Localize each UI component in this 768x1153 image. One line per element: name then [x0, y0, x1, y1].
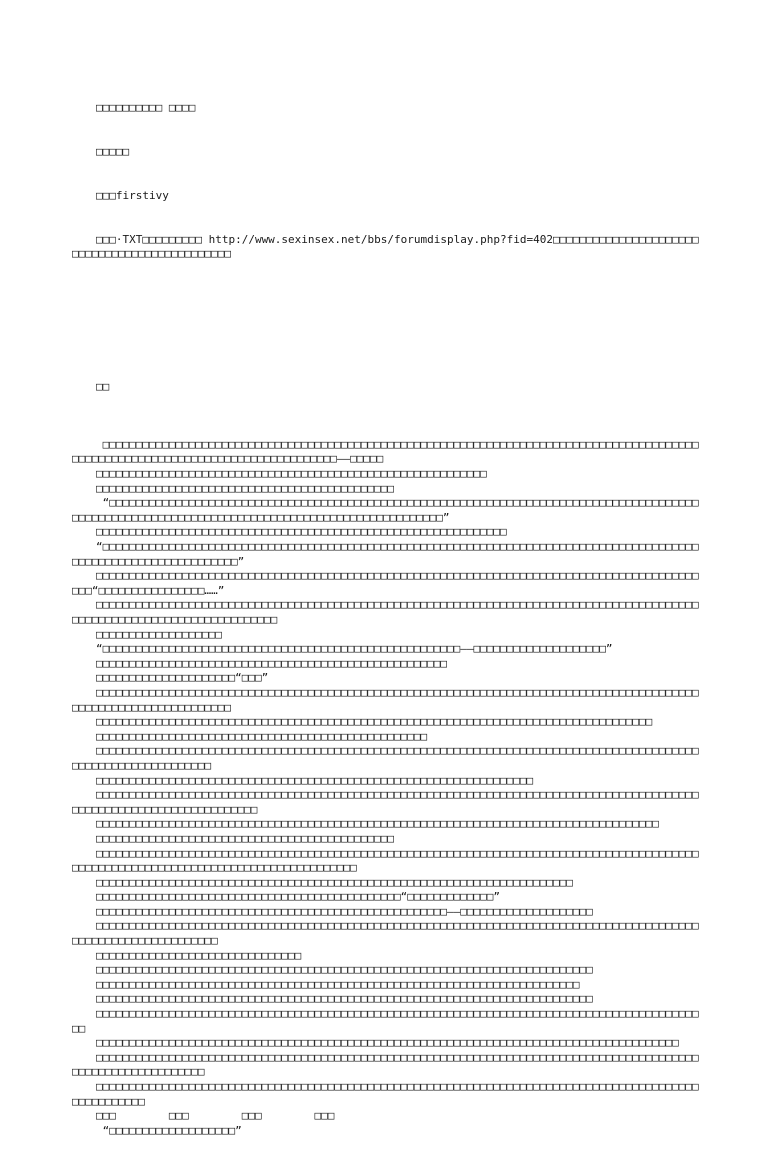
paragraph: □□□□□□□□□□□□□□□□□□□□□□□□□□□□□□□□□□□□□□□□□□□□□ [96, 481, 395, 495]
paragraph: □□□□□□□□□□□□□□□□□□□□□□□□□□□□□□□ [96, 948, 302, 962]
paragraph: □□□□□□□□□□□□□□□□□□□□□□□□□□□□□□□□□□□□□□□□□□□□□□□□□□□□□□□□□□□□□□□□□□□□□□□□□ [96, 977, 580, 991]
paragraph: □□□□□□□□□□□□□□□□□□□□□□□□□□□□□□□□□□□□□□□□□□□□□□□□□□□□□ [96, 656, 447, 670]
paragraph: □□□□□□□□□□□□□□□□□□□□□□□□□□□□□□□□□□□□□□□□□□□□□□□□□□□□□□□□□□□□□□□□□□□□□□□□□□□□□□□□□□□□□□□□□□□□□□□□□□□□□□□□□□□□□□□□□□□ [72, 685, 699, 714]
paragraph: □□□□□□□□□□□□□□□□□□□□□□□□□□□□□□□□□□□□□□□□□□□□□□□□□□□□□□□□□□□□□□□□□□□□□□□□□□□□□□□□□□□□□□□□□□□□□ [72, 1007, 699, 1035]
body-text [72, 438, 700, 1139]
paragraph: □□□□□□□□□□□□□□□□□□□□□□□□□□□□□□□□□□□□□□□□□□□□□□□□□□□□□□□□□□□□□□□□□□□□□□□□□□□□□□□□□□□□□□□□□□□□□□□□□□□□□□□□□□□□□□□□□ [72, 919, 699, 948]
paragraph: □□□□□□□□□□□□□□□□□□□□□□□□□□□□□□□□□□□□□□□□□□□□□□□□□□□□□□□□□□□□□□□□□□□□□□□□□□□□□□□□□□□□□□□□□□□□□□□□□□□□□□□□□□□□□□□□□□□□□□□□□□□□□□□□□□——□□□□□ [72, 437, 699, 466]
paragraph: □□□□□□□□□□□□□□□□□□□□□□□□□□□□□□□□□□□□□□□□□□□□□□□□□□□□□□□□□□□□□□□□□□□□□□□□□□□□□□□□□□□□□□□□□□□□□□□□□□□□□□□□□□□□□□□□□□□□□□□□□□□□□□□□□□□□□□ [72, 846, 699, 875]
paragraph: □□□□□□□□□□□□□□□□□□□□□□□□□□□□□□□□□□□□□□□□□□□□□□□□□□□□□□□□□□□□□□ [96, 525, 507, 539]
paragraph: □□□□□□□□□□□□□□□□□□□□□□□□□□□□□□□□□□□□□□□□□□□□□□□□□□ [96, 729, 428, 743]
header-subtitle: □□□□□ [96, 144, 130, 158]
paragraph: □□□□□□□□□□□□□□□□□□□□□□□□□□□□□□□□□□□□□□□□□□□□□ [96, 831, 395, 845]
header-source-line: □□□·TXT□□□□□□□□□ http://www.sexinsex.net/bbs/forumdisplay.php?fid=402□□□□□□□□□□□□□□□□□□□□□□□□□□□□□□□□□□□□□□□□□□□□□□ [72, 232, 699, 261]
paragraph: □□□□□□□□□□□□□□□□□□□□□□□□□□□□□□□□□□□□□□□□□□□□□□□□□□□□□□□□□□□□□□□□□□□□□□□□□□□□□□□□□□□□□□□□□□□□□□□□□□□□□□□□□□□□□□□ [72, 1050, 699, 1079]
paragraph: □□□□□□□□□□□□□□□□□□□□□□□□□□□□□□□□□□□□□□□□□□□□□□□□□□□□□□□□□□□□□□□□□□□□□□□□ [96, 875, 573, 889]
paragraph: “□□□□□□□□□□□□□□□□□□□□□□□□□□□□□□□□□□□□□□□□□□□□□□□□□□□□□□——□□□□□□□□□□□□□□□□□□□□” [96, 642, 613, 656]
paragraph: “□□□□□□□□□□□□□□□□□□□” [96, 1123, 242, 1137]
paragraph: □□□ □□□ □□□ □□□ [96, 1109, 335, 1123]
paragraph: □□□□□□□□□□□□□□□□□□□□□□□□□□□□□□□□□□□□□□□□□□□□□□□□□□□□□——□□□□□□□□□□□□□□□□□□□□ [96, 904, 593, 918]
paragraph: □□□□□□□□□□□□□□□□□□□□□□□□□□□□□□□□□□□□□□□□□□□□□□□□□□□□□□□□□□□□□□□□□□□□□□□□□□□□□□□□□□□□ [96, 715, 653, 729]
section-title: □□ [96, 380, 110, 394]
paragraph: □□□□□□□□□□□□□□□□□□□□□□□□□□□□□□□□□□□□□□□□□□□□□□□□□□□□□□□□□□□ [96, 467, 487, 481]
header-title: □□□□□□□□□□ □□□□ [96, 101, 196, 115]
paragraph: □□□□□□□□□□□□□□□□□□□□□□□□□□□□□□□□□□□□□□□□□□□□□□□□□□□□□□□□□□□□□□□□□□□□□□□□□□□ [96, 963, 593, 977]
paragraph: □□□□□□□□□□□□□□□□□□□□□□□□□□□□□□□□□□□□□□□□□□□□□□□□□□□□□□□□□□□□□□□□□□□□□□□□□□□□□□□□□□□□□□□□ [96, 1036, 679, 1050]
paragraph: □□□□□□□□□□□□□□□□□□□□□□□□□□□□□□□□□□□□□□□□□□□□□□□□□□□□□□□□□□□□□□□□□□□□□□□□□□□□□□□□□□□□□ [96, 817, 659, 831]
paragraph: □□□□□□□□□□□□□□□□□□□□□□□□□□□□□□□□□□□□□□□□□□□□□□□□□□□□□□□□□□□□□□□□□□□□□□□□□□□□□□□□□□□□□□□□□□□□□□□□□□□□□□□□□□□□□□□□ [72, 744, 699, 772]
paragraph: □□□□□□□□□□□□□□□□□□□□□□□□□□□□□□□□□□□□□□□□□□□□□□□□□□□□□□□□□□□□□□□□□□□□□□□□□□□□□□□□□□□□□□□□□□□□□□□□□□□□□□□□□□□□□□□□□□□□□□□□□□ [72, 598, 699, 626]
document-page [72, 72, 700, 1153]
paragraph: □□□□□□□□□□□□□□□□□□□□□□□□□□□□□□□□□□□□□□□□□□□□□□□□□□□□□□□□□□□□□□□□□□ [96, 773, 534, 787]
paragraph: □□□□□□□□□□□□□□□□□□□□□□□□□□□□□□□□□□□□□□□□□□□□□□□□□□□□□□□□□□□□□□□□□□□□□□□□□□□□□□□□□□□□□□□□□□□□□□“□□□□□□□□□□□□□□□□……” [72, 569, 699, 597]
paragraph: □□□□□□□□□□□□□□□□□□□□□□□□□□□□□□□□□□□□□□□□□□□□□□□□□□□□□□□□□□□□□□□□□□□□□□□□□□□ [96, 992, 593, 1006]
header-author: □□□firstivy [96, 188, 169, 202]
paragraph: □□□□□□□□□□□□□□□□□□□□□□□□□□□□□□□□□□□□□□□□□□□□□□□□□□□□□□□□□□□□□□□□□□□□□□□□□□□□□□□□□□□□□□□□□□□□□□□□□□□□□□□□□□□□□□□□□□□□□□□ [72, 788, 699, 816]
paragraph: “□□□□□□□□□□□□□□□□□□□□□□□□□□□□□□□□□□□□□□□□□□□□□□□□□□□□□□□□□□□□□□□□□□□□□□□□□□□□□□□□□□□□□□□□□□□□□□□□□□□□□□□□□□□□□□□□□□□” [72, 540, 699, 568]
spacer [72, 291, 700, 351]
paragraph: □□□□□□□□□□□□□□□□□□□□□“□□□” [96, 671, 269, 685]
paragraph: □□□□□□□□□□□□□□□□□□□□□□□□□□□□□□□□□□□□□□□□□□□□□□□□□□□□□□□□□□□□□□□□□□□□□□□□□□□□□□□□□□□□□□□□□□□□□□□□□□□□□□ [72, 1080, 699, 1108]
paragraph: □□□□□□□□□□□□□□□□□□□ [96, 627, 222, 641]
paragraph: “□□□□□□□□□□□□□□□□□□□□□□□□□□□□□□□□□□□□□□□□□□□□□□□□□□□□□□□□□□□□□□□□□□□□□□□□□□□□□□□□□□□□□□□□□□□□□□□□□□□□□□□□□□□□□□□□□□□□□□□□□□□□□□□□□□□□□□□□□□□□□□□□□” [72, 496, 699, 524]
paragraph: □□□□□□□□□□□□□□□□□□□□□□□□□□□□□□□□□□□□□□□□□□□□□□“□□□□□□□□□□□□□” [96, 890, 500, 904]
